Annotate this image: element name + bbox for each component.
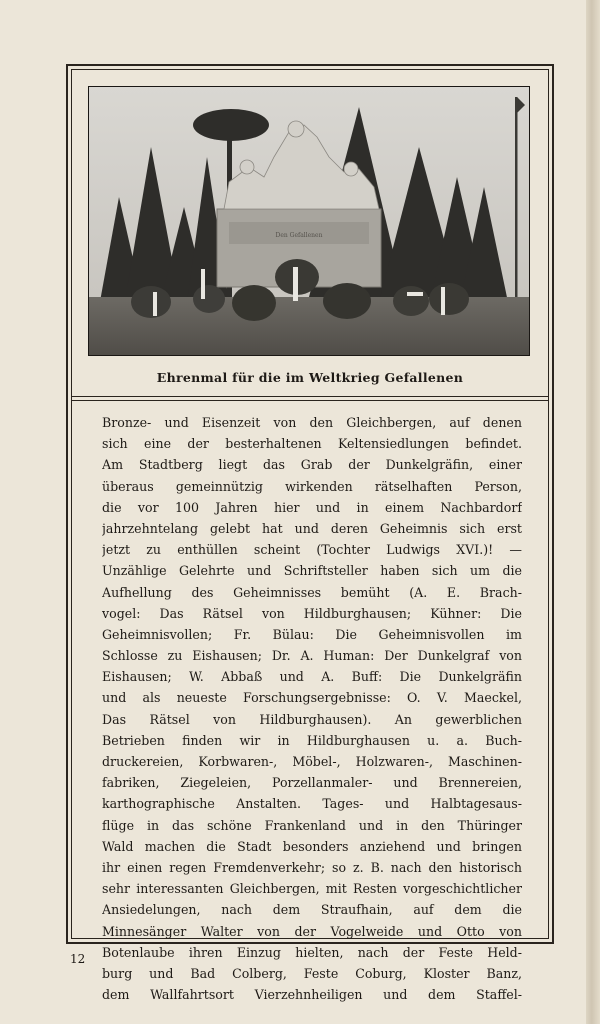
photo-caption: Ehrenmal für die im Weltkrieg Gefallenen — [156, 370, 464, 385]
text-line: vogel: Das Rätsel von Hildburghausen; Kühner: Die — [102, 605, 522, 621]
text-line: ihr einen regen Fremdenverkehr; so z. B. nach den historisch — [102, 859, 522, 875]
text-line: und als neueste Forschungsergebnisse: O. V. Maeckel, — [102, 690, 522, 706]
text-line: Ansiedelungen, nach dem Straufhain, auf dem die — [102, 902, 522, 918]
caption-divider-bottom — [71, 400, 549, 401]
text-line: sehr interessanten Gleichbergen, mit Resten vorgeschichtlicher — [102, 881, 522, 897]
page-edge — [586, 0, 600, 1024]
text-line: Aufhellung des Geheimnisses bemüht (A. E. Brach- — [102, 584, 522, 600]
page-number: 12 — [70, 952, 86, 966]
monument-photograph — [88, 86, 530, 356]
text-line: die vor 100 Jahren hier und in einem Nachbardorf — [102, 499, 522, 515]
caption-divider-top — [71, 396, 549, 397]
text-line: Bronze- und Eisenzeit von den Gleichbergen, auf denen — [102, 415, 522, 430]
text-line: druckereien, Korbwaren-, Möbel-, Holzwaren-, Maschinen- — [102, 754, 522, 769]
flagpole — [515, 97, 518, 297]
monument-inscription: Den Gefallenen — [275, 232, 323, 239]
text-line: überaus gemeinnützig wirkenden rätselhaften Person, — [102, 478, 522, 494]
text-line: Minnesänger Walter von der Vogelweide und Otto von — [102, 923, 522, 939]
text-line: jahrzehntelang gelebt hat und deren Geheimnis sich erst — [102, 520, 522, 536]
text-line: burg und Bad Colberg, Feste Coburg, Kloster Banz, — [102, 965, 522, 981]
text-line: Botenlaube ihren Einzug hielten, nach der Feste Held- — [102, 944, 522, 960]
text-line: Schlosse zu Eishausen; Dr. A. Human: Der Dunkelgraf von — [102, 648, 522, 664]
text-line: Betrieben finden wir in Hildburghausen u. a. Buch- — [102, 732, 522, 748]
text-line: Am Stadtberg liegt das Grab der Dunkelgräfin, einer — [102, 457, 522, 473]
text-line: flüge in das schöne Frankenland und in den Thüringer — [102, 817, 522, 833]
text-line: sich eine der besterhaltenen Keltensiedlungen befindet. — [102, 436, 522, 452]
text-line: karthographische Anstalten. Tages- und Halbtagesaus- — [102, 796, 522, 812]
text-line: Wald machen die Stadt besonders anziehend und bringen — [102, 838, 522, 854]
body-text — [102, 412, 522, 1005]
text-line: Unzählige Gelehrte und Schriftsteller haben sich um die — [102, 563, 522, 579]
text-line: fabriken, Ziegeleien, Porzellanmaler- und Brennereien, — [102, 775, 522, 791]
text-line: Das Rätsel von Hildburghausen). An gewerblichen — [102, 711, 522, 727]
text-line: Eishausen; W. Abbaß und A. Buff: Die Dunkelgräfin — [102, 669, 522, 685]
text-line: jetzt zu enthüllen scheint (Tochter Ludwigs XVI.)! — — [102, 542, 522, 558]
text-line: dem Wallfahrtsort Vierzehnheiligen und dem Staffel- — [102, 987, 522, 1003]
text-line: Geheimnisvollen; Fr. Bülau: Die Geheimnisvollen im — [102, 626, 522, 642]
